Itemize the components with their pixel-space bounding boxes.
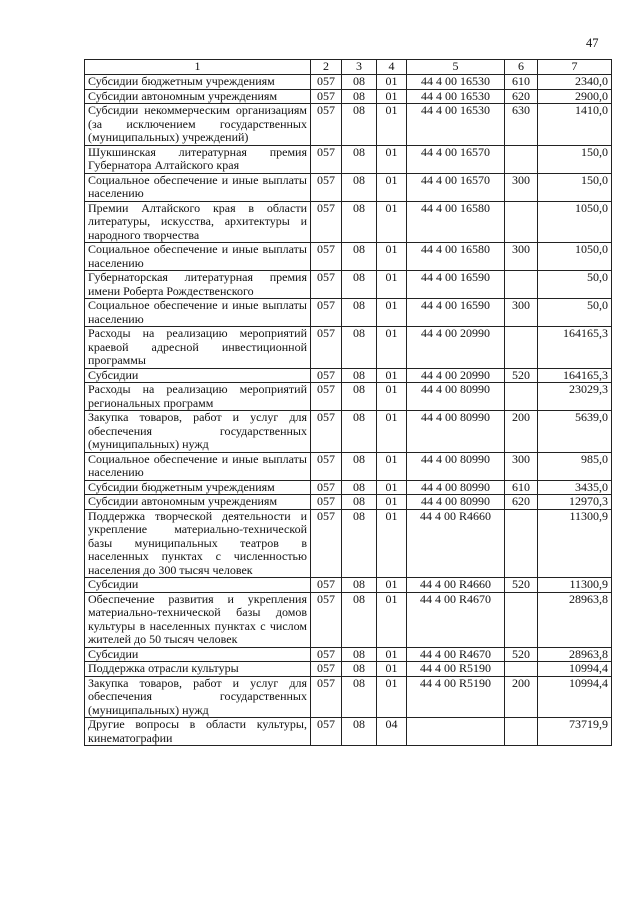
page-number: 47 [586, 36, 599, 50]
table-row [85, 271, 612, 299]
row-section-cell: 08 [342, 145, 377, 173]
column-header: 7 [538, 60, 612, 75]
row-amount-cell: 150,0 [538, 173, 612, 201]
row-subsection-cell: 01 [377, 201, 407, 243]
row-code-cell: 057 [311, 104, 342, 146]
row-amount-cell: 10994,4 [538, 676, 612, 718]
row-name-cell: Субсидии [85, 647, 311, 662]
table-row [85, 676, 612, 718]
row-target-cell: 44 4 00 80990 [407, 411, 505, 453]
row-type-cell [505, 509, 538, 578]
row-target-cell: 44 4 00 20990 [407, 327, 505, 369]
row-name-cell: Субсидии бюджетным учреждениям [85, 480, 311, 495]
column-header: 3 [342, 60, 377, 75]
row-amount-cell: 5639,0 [538, 411, 612, 453]
row-code-cell: 057 [311, 509, 342, 578]
row-type-cell [505, 662, 538, 677]
row-amount-cell: 50,0 [538, 299, 612, 327]
row-code-cell: 057 [311, 201, 342, 243]
row-section-cell: 08 [342, 383, 377, 411]
row-amount-cell: 2900,0 [538, 89, 612, 104]
row-amount-cell: 28963,8 [538, 647, 612, 662]
row-subsection-cell: 01 [377, 592, 407, 647]
column-header: 1 [85, 60, 311, 75]
table-row [85, 173, 612, 201]
row-section-cell: 08 [342, 676, 377, 718]
row-amount-cell: 1410,0 [538, 104, 612, 146]
row-amount-cell: 3435,0 [538, 480, 612, 495]
table-row [85, 452, 612, 480]
row-subsection-cell: 01 [377, 89, 407, 104]
column-header: 2 [311, 60, 342, 75]
row-code-cell: 057 [311, 271, 342, 299]
row-code-cell: 057 [311, 718, 342, 746]
row-code-cell: 057 [311, 676, 342, 718]
row-code-cell: 057 [311, 243, 342, 271]
row-target-cell: 44 4 00 R5190 [407, 676, 505, 718]
table-row [85, 647, 612, 662]
row-amount-cell: 50,0 [538, 271, 612, 299]
row-section-cell: 08 [342, 495, 377, 510]
table-row [85, 480, 612, 495]
row-target-cell: 44 4 00 16530 [407, 75, 505, 90]
row-section-cell: 08 [342, 480, 377, 495]
row-subsection-cell: 01 [377, 104, 407, 146]
row-section-cell: 08 [342, 647, 377, 662]
row-amount-cell: 11300,9 [538, 509, 612, 578]
row-subsection-cell: 01 [377, 327, 407, 369]
table-row [85, 662, 612, 677]
row-subsection-cell: 01 [377, 75, 407, 90]
table-body [85, 75, 612, 746]
row-target-cell: 44 4 00 80990 [407, 383, 505, 411]
row-target-cell: 44 4 00 R4660 [407, 578, 505, 593]
row-type-cell [505, 145, 538, 173]
row-name-cell: Субсидии некоммерческим организациям (за исключением государственных (муниципальных) учреждений) [85, 104, 311, 146]
row-section-cell: 08 [342, 452, 377, 480]
row-type-cell: 520 [505, 647, 538, 662]
row-subsection-cell: 01 [377, 145, 407, 173]
row-amount-cell: 150,0 [538, 145, 612, 173]
row-name-cell: Премии Алтайского края в области литературы, искусства, архитектуры и народного творчества [85, 201, 311, 243]
row-type-cell: 610 [505, 75, 538, 90]
row-subsection-cell: 01 [377, 299, 407, 327]
row-amount-cell: 985,0 [538, 452, 612, 480]
row-amount-cell: 23029,3 [538, 383, 612, 411]
table-row [85, 592, 612, 647]
row-type-cell: 620 [505, 495, 538, 510]
row-section-cell: 08 [342, 578, 377, 593]
row-subsection-cell: 01 [377, 173, 407, 201]
row-code-cell: 057 [311, 327, 342, 369]
row-code-cell: 057 [311, 411, 342, 453]
row-type-cell: 620 [505, 89, 538, 104]
row-target-cell: 44 4 00 80990 [407, 452, 505, 480]
table-row [85, 104, 612, 146]
row-amount-cell: 1050,0 [538, 243, 612, 271]
row-amount-cell: 28963,8 [538, 592, 612, 647]
table-row [85, 89, 612, 104]
row-amount-cell: 164165,3 [538, 368, 612, 383]
row-type-cell: 200 [505, 676, 538, 718]
row-subsection-cell: 01 [377, 509, 407, 578]
row-section-cell: 08 [342, 173, 377, 201]
row-type-cell: 630 [505, 104, 538, 146]
row-type-cell [505, 718, 538, 746]
table-row [85, 327, 612, 369]
row-name-cell: Губернаторская литературная премия имени Роберта Рождественского [85, 271, 311, 299]
row-section-cell: 08 [342, 201, 377, 243]
row-code-cell: 057 [311, 299, 342, 327]
row-code-cell: 057 [311, 480, 342, 495]
row-subsection-cell: 01 [377, 676, 407, 718]
row-target-cell: 44 4 00 16570 [407, 145, 505, 173]
row-code-cell: 057 [311, 495, 342, 510]
table-header-row [85, 60, 612, 75]
row-section-cell: 08 [342, 592, 377, 647]
row-name-cell: Поддержка отрасли культуры [85, 662, 311, 677]
row-target-cell: 44 4 00 16590 [407, 271, 505, 299]
row-target-cell: 44 4 00 16580 [407, 243, 505, 271]
row-code-cell: 057 [311, 145, 342, 173]
row-subsection-cell: 01 [377, 271, 407, 299]
row-name-cell: Социальное обеспечение и иные выплаты населению [85, 299, 311, 327]
row-target-cell: 44 4 00 16530 [407, 104, 505, 146]
table-row [85, 495, 612, 510]
row-subsection-cell: 04 [377, 718, 407, 746]
row-name-cell: Социальное обеспечение и иные выплаты населению [85, 452, 311, 480]
row-amount-cell: 1050,0 [538, 201, 612, 243]
row-name-cell: Расходы на реализацию мероприятий региональных программ [85, 383, 311, 411]
row-type-cell: 300 [505, 173, 538, 201]
row-section-cell: 08 [342, 299, 377, 327]
row-type-cell [505, 592, 538, 647]
table-row [85, 578, 612, 593]
row-code-cell: 057 [311, 662, 342, 677]
row-section-cell: 08 [342, 718, 377, 746]
row-amount-cell: 2340,0 [538, 75, 612, 90]
row-amount-cell: 12970,3 [538, 495, 612, 510]
table-row [85, 718, 612, 746]
table-row [85, 383, 612, 411]
row-name-cell: Расходы на реализацию мероприятий краевой адресной инвестиционной программы [85, 327, 311, 369]
row-name-cell: Поддержка творческой деятельности и укрепление материально-технической базы муниципальных театров в населенных пунктах с численностью населения до 300 тысяч человек [85, 509, 311, 578]
column-header: 6 [505, 60, 538, 75]
row-type-cell: 200 [505, 411, 538, 453]
row-type-cell [505, 383, 538, 411]
row-name-cell: Другие вопросы в области культуры, кинематографии [85, 718, 311, 746]
row-section-cell: 08 [342, 75, 377, 90]
row-section-cell: 08 [342, 327, 377, 369]
row-subsection-cell: 01 [377, 662, 407, 677]
row-section-cell: 08 [342, 89, 377, 104]
row-subsection-cell: 01 [377, 452, 407, 480]
row-target-cell: 44 4 00 R4670 [407, 647, 505, 662]
row-code-cell: 057 [311, 383, 342, 411]
table-row [85, 75, 612, 90]
table-row [85, 509, 612, 578]
row-section-cell: 08 [342, 243, 377, 271]
row-type-cell: 300 [505, 243, 538, 271]
table-row [85, 201, 612, 243]
row-subsection-cell: 01 [377, 480, 407, 495]
row-name-cell: Субсидии бюджетным учреждениям [85, 75, 311, 90]
row-type-cell [505, 271, 538, 299]
row-code-cell: 057 [311, 592, 342, 647]
row-type-cell: 300 [505, 299, 538, 327]
row-section-cell: 08 [342, 368, 377, 383]
table-row [85, 368, 612, 383]
row-amount-cell: 73719,9 [538, 718, 612, 746]
column-header: 4 [377, 60, 407, 75]
row-target-cell: 44 4 00 80990 [407, 495, 505, 510]
row-name-cell: Социальное обеспечение и иные выплаты населению [85, 173, 311, 201]
row-type-cell: 520 [505, 368, 538, 383]
row-type-cell: 520 [505, 578, 538, 593]
row-name-cell: Субсидии автономным учреждениям [85, 495, 311, 510]
row-subsection-cell: 01 [377, 647, 407, 662]
row-amount-cell: 10994,4 [538, 662, 612, 677]
row-target-cell: 44 4 00 16590 [407, 299, 505, 327]
row-type-cell: 610 [505, 480, 538, 495]
row-name-cell: Шукшинская литературная премия Губернатора Алтайского края [85, 145, 311, 173]
row-subsection-cell: 01 [377, 368, 407, 383]
column-header: 5 [407, 60, 505, 75]
row-target-cell: 44 4 00 16580 [407, 201, 505, 243]
row-code-cell: 057 [311, 89, 342, 104]
row-code-cell: 057 [311, 75, 342, 90]
row-target-cell: 44 4 00 R5190 [407, 662, 505, 677]
row-code-cell: 057 [311, 647, 342, 662]
row-target-cell [407, 718, 505, 746]
table-row [85, 243, 612, 271]
row-subsection-cell: 01 [377, 383, 407, 411]
row-target-cell: 44 4 00 80990 [407, 480, 505, 495]
row-target-cell: 44 4 00 20990 [407, 368, 505, 383]
row-target-cell: 44 4 00 16570 [407, 173, 505, 201]
row-name-cell: Социальное обеспечение и иные выплаты населению [85, 243, 311, 271]
row-name-cell: Обеспечение развития и укрепления материально-технической базы домов культуры в населенных пунктах с числом жителей до 50 тысяч человек [85, 592, 311, 647]
row-subsection-cell: 01 [377, 578, 407, 593]
row-section-cell: 08 [342, 662, 377, 677]
row-section-cell: 08 [342, 509, 377, 578]
row-type-cell [505, 327, 538, 369]
row-subsection-cell: 01 [377, 411, 407, 453]
row-type-cell [505, 201, 538, 243]
row-target-cell: 44 4 00 16530 [407, 89, 505, 104]
row-target-cell: 44 4 00 R4670 [407, 592, 505, 647]
row-name-cell: Закупка товаров, работ и услуг для обеспечения государственных (муниципальных) нужд [85, 676, 311, 718]
row-section-cell: 08 [342, 271, 377, 299]
row-name-cell: Субсидии автономным учреждениям [85, 89, 311, 104]
row-subsection-cell: 01 [377, 495, 407, 510]
table-row [85, 299, 612, 327]
row-amount-cell: 11300,9 [538, 578, 612, 593]
row-name-cell: Закупка товаров, работ и услуг для обеспечения государственных (муниципальных) нужд [85, 411, 311, 453]
row-section-cell: 08 [342, 411, 377, 453]
row-subsection-cell: 01 [377, 243, 407, 271]
row-amount-cell: 164165,3 [538, 327, 612, 369]
table-row [85, 411, 612, 453]
row-code-cell: 057 [311, 368, 342, 383]
row-code-cell: 057 [311, 173, 342, 201]
row-name-cell: Субсидии [85, 578, 311, 593]
budget-table [84, 59, 612, 746]
row-code-cell: 057 [311, 578, 342, 593]
row-name-cell: Субсидии [85, 368, 311, 383]
row-target-cell: 44 4 00 R4660 [407, 509, 505, 578]
row-type-cell: 300 [505, 452, 538, 480]
row-section-cell: 08 [342, 104, 377, 146]
table-row [85, 145, 612, 173]
row-code-cell: 057 [311, 452, 342, 480]
